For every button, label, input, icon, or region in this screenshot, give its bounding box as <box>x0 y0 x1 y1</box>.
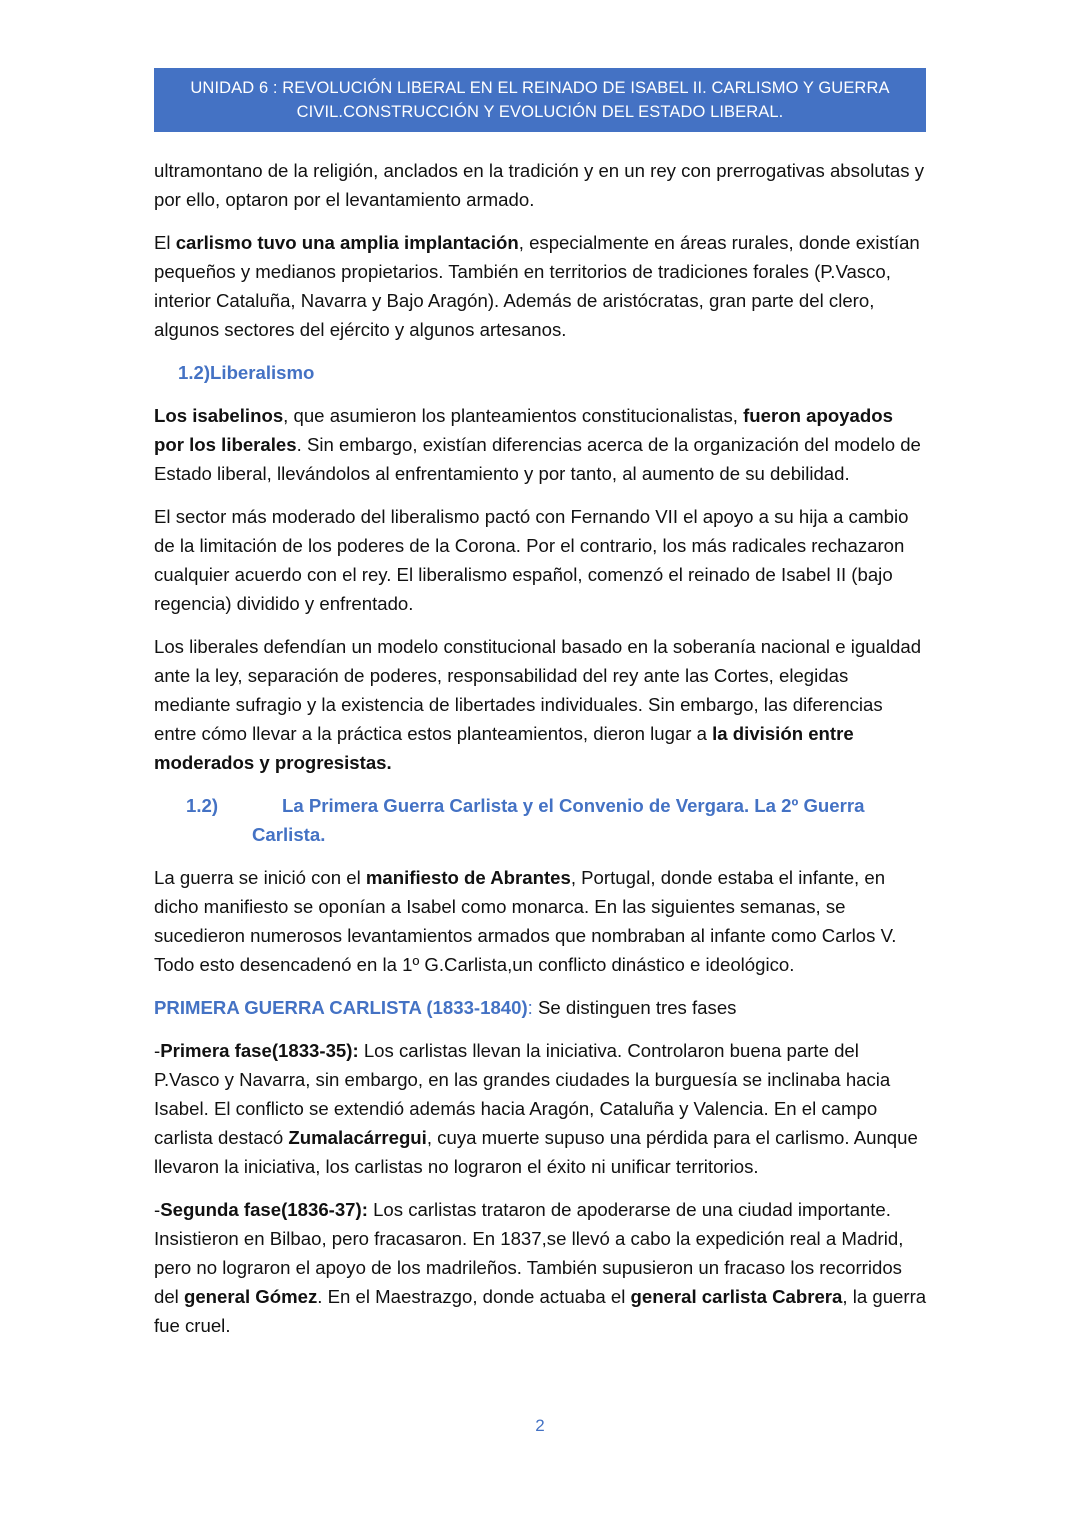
section-title: La Primera Guerra Carlista y el Convenio de Vergara. La 2º Guerra Carlista. <box>252 795 865 845</box>
paragraph-isabelinos: Los isabelinos, que asumieron los planteamientos constitucionalistas, fueron apoyados por los liberales. Sin embargo, existían diferencias acerca de la organización del modelo de Estado liberal, llevándolos al enfrentamiento y por tanto, al aumento de su debilidad. <box>154 405 921 484</box>
document-body <box>154 156 928 1354</box>
paragraph-intro: ultramontano de la religión, anclados en la tradición y en un rey con prerrogativas absolutas y por ello, optaron por el levantamiento armado. <box>154 160 925 210</box>
page-number: 2 <box>535 1416 545 1435</box>
section-number: 1.2) <box>186 795 219 816</box>
section-heading-liberalismo: 1.2)Liberalismo <box>178 362 315 383</box>
header-line-2: CIVIL.CONSTRUCCIÓN Y EVOLUCIÓN DEL ESTADO LIBERAL. <box>296 103 784 121</box>
paragraph-sector-moderado: El sector más moderado del liberalismo pactó con Fernando VII el apoyo a su hija a cambio de la limitación de los poderes de la Corona. Por el contrario, los más radicales rechazaron cualquier acuerdo con el rey. El liberalismo español, comenzó el reinado de Isabel II (bajo regencia) dividido y enfrentado. <box>154 506 909 614</box>
page-header-banner <box>154 68 926 132</box>
paragraph-segunda-fase: -Segunda fase(1836-37): Los carlistas trataron de apoderarse de una ciudad importante. Insistieron en Bilbao, pero fracasaron. En 1837,se llevó a cabo la expedición real a Madrid, pero no lograron el apoyo de los madrileños. También supusieron un fracaso los recorridos del general Gómez. En el Maestrazgo, donde actuaba el general carlista Cabrera, la guerra fue cruel. <box>154 1199 927 1336</box>
paragraph-liberales: Los liberales defendían un modelo constitucional basado en la soberanía nacional e igualdad ante la ley, separación de poderes, responsabilidad del rey ante las Cortes, elegidas mediante sufragio y la existencia de libertades individuales. Sin embargo, las diferencias entre cómo llevar a la práctica estos planteamientos, dieron lugar a la división entre moderados y progresistas. <box>154 636 922 773</box>
paragraph-carlismo: El carlismo tuvo una amplia implantación, especialmente en áreas rurales, donde existían pequeños y medianos propietarios. También en territorios de tradiciones forales (P.Vasco, interior Cataluña, Navarra y Bajo Aragón). Además de aristócratas, gran parte del clero, algunos sectores del ejército y algunos artesanos. <box>154 232 920 340</box>
section-heading-guerra-carlista <box>154 791 928 849</box>
header-line-1: UNIDAD 6 : REVOLUCIÓN LIBERAL EN EL REINADO DE ISABEL II. CARLISMO Y GUERRA <box>190 79 890 97</box>
paragraph-primera-guerra: PRIMERA GUERRA CARLISTA (1833-1840): Se distinguen tres fases <box>154 997 737 1018</box>
paragraph-primera-fase: -Primera fase(1833-35): Los carlistas llevan la iniciativa. Controlaron buena parte del P.Vasco y Navarra, sin embargo, en las grandes ciudades la burguesía se inclinaba hacia Isabel. El conflicto se extendió además hacia Aragón, Cataluña y Valencia. En el campo carlista destacó Zumalacárregui, cuya muerte supuso una pérdida para el carlismo. Aunque llevaron la iniciativa, los carlistas no lograron el éxito ni unificar territorios. <box>154 1040 918 1177</box>
paragraph-abrantes: La guerra se inició con el manifiesto de Abrantes, Portugal, donde estaba el infante, en dicho manifiesto se oponían a Isabel como monarca. En las siguientes semanas, se sucedieron numerosos levantamientos armados que nombraban al infante como Carlos V. Todo esto desencadenó en la 1º G.Carlista,un conflicto dinástico e ideológico. <box>154 867 897 975</box>
